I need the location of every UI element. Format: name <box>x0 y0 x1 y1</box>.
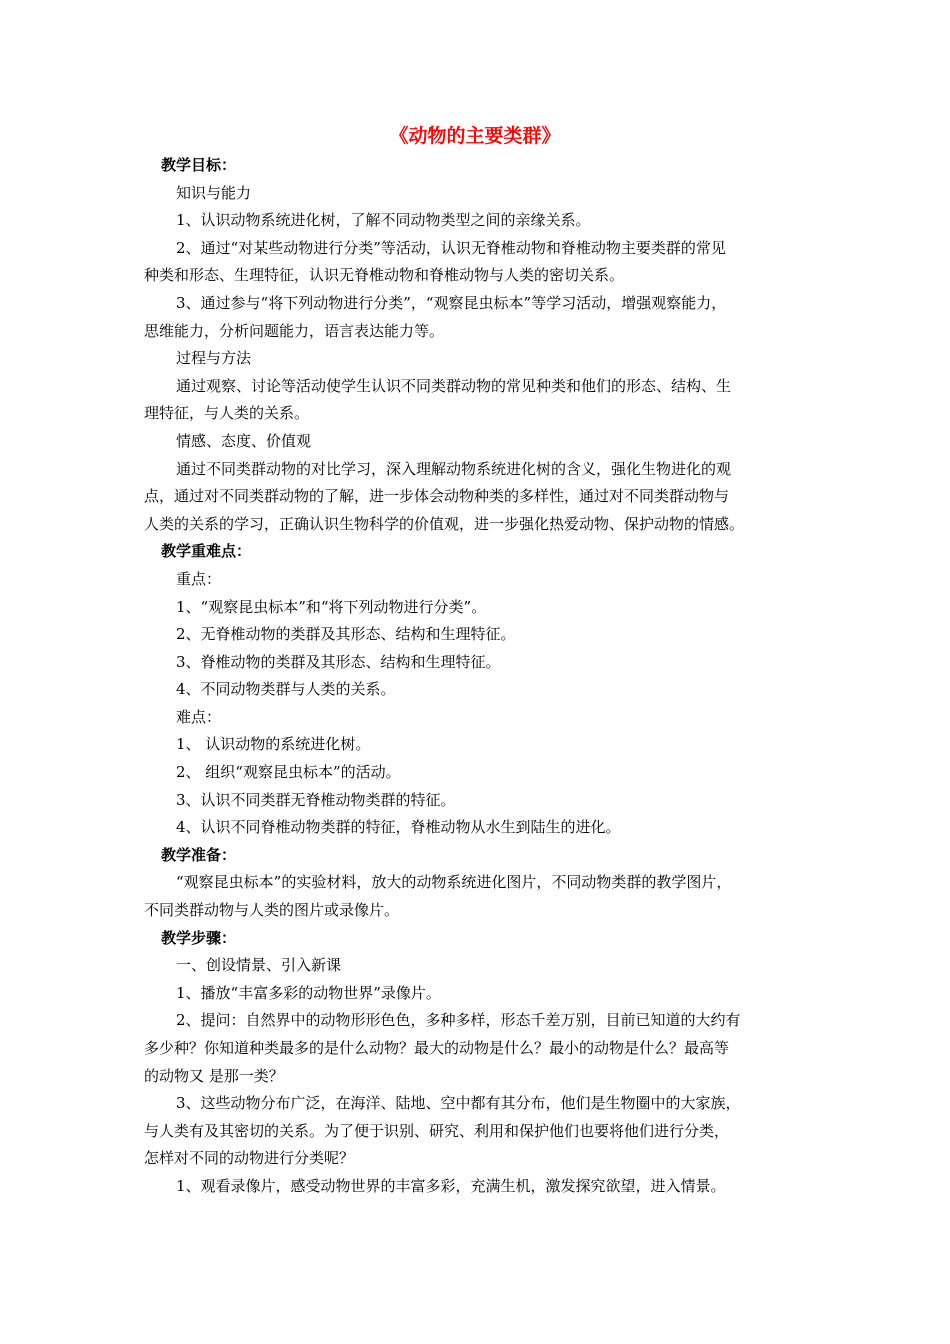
paragraph-line: 一、创设情景、引入新课 <box>176 956 342 975</box>
paragraph-continuation: 怎样对不同的动物进行分类呢？ <box>144 1149 355 1168</box>
paragraph-line: 4、认识不同脊椎动物类群的特征，脊椎动物从水生到陆生的进化。 <box>176 818 621 837</box>
paragraph-line: 4、不同动物类群与人类的关系。 <box>176 680 396 699</box>
paragraph-line: 3、这些动物分布广泛，在海洋、陆地、空中都有其分布，他们是生物圈中的大家族， <box>176 1094 741 1113</box>
paragraph-line: 1、认识动物系统进化树，了解不同动物类型之间的亲缘关系。 <box>176 211 591 230</box>
document-body <box>144 152 814 1201</box>
paragraph-line: “观察昆虫标本”的实验材料，放大的动物系统进化图片，不同动物类群的教学图片， <box>176 873 732 892</box>
paragraph-continuation: 人类的关系的学习，正确认识生物科学的价值观，进一步强化热爱动物、保护动物的情感。 <box>144 514 745 533</box>
section-heading: 教学重难点： <box>161 542 252 561</box>
paragraph-line: 2、通过“对某些动物进行分类”等活动，认识无脊椎动物和脊椎动物主要类群的常见 <box>176 238 726 257</box>
paragraph-line: 3、认识不同类群无脊椎动物类群的特征。 <box>176 790 456 809</box>
paragraph-line: 知识与能力 <box>176 183 252 202</box>
paragraph-continuation: 点，通过对不同类群动物的了解，进一步体会动物种类的多样性，通过对不同类群动物与 <box>144 487 730 506</box>
paragraph-line: 2、 组织“观察昆虫标本”的活动。 <box>176 763 401 782</box>
paragraph-continuation: 多少种？你知道种类最多的是什么动物？最大的动物是什么？最小的动物是什么？最高等 <box>144 1039 730 1057</box>
paragraph-continuation: 种类和形态、生理特征，认识无脊椎动物和脊椎动物与人类的密切关系。 <box>144 266 625 285</box>
paragraph-continuation: 与人类有及其密切的关系。为了便于识别、研究、利用和保护他们也要将他们进行分类， <box>144 1121 730 1140</box>
paragraph-line: 通过不同类群动物的对比学习，深入理解动物系统进化树的含义，强化生物进化的观 <box>176 459 732 478</box>
paragraph-line: 1、 认识动物的系统进化树。 <box>176 735 371 754</box>
section-heading: 教学准备： <box>161 845 237 864</box>
paragraph-continuation: 的动物又 是那一类？ <box>144 1066 284 1085</box>
paragraph-line: 1、播放“丰富多彩的动物世界”录像片。 <box>176 983 441 1002</box>
section-heading: 教学步骤： <box>161 928 237 947</box>
paragraph-continuation: 理特征，与人类的关系。 <box>144 404 310 423</box>
paragraph-line: 难点： <box>176 707 222 726</box>
paragraph-line: 2、提问：自然界中的动物形形色色，多种多样，形态千差万别，目前已知道的大约有 <box>176 1011 741 1030</box>
paragraph-line: 过程与方法 <box>176 349 252 368</box>
paragraph-line: 2、无脊椎动物的类群及其形态、结构和生理特征。 <box>176 625 516 644</box>
section-heading: 教学目标： <box>161 156 237 174</box>
paragraph-continuation: 不同类群动物与人类的图片或录像片。 <box>144 901 400 920</box>
paragraph-continuation: 思维能力，分析问题能力，语言表达能力等。 <box>144 321 445 340</box>
paragraph-line: 情感、态度、价值观 <box>176 431 312 450</box>
paragraph-line: 3、通过参与“将下列动物进行分类”，“观察昆虫标本”等学习活动，增强观察能力， <box>176 293 727 312</box>
document-title: 《动物的主要类群》 <box>389 125 561 147</box>
paragraph-line: 通过观察、讨论等活动使学生认识不同类群动物的常见种类和他们的形态、结构、生 <box>176 376 732 395</box>
paragraph-line: 重点： <box>176 569 222 588</box>
paragraph-line: 3、脊椎动物的类群及其形态、结构和生理特征。 <box>176 652 501 671</box>
paragraph-line: 1、“观察昆虫标本”和“将下列动物进行分类”。 <box>176 597 487 616</box>
paragraph-line: 1、观看录像片，感受动物世界的丰富多彩，充满生机，激发探究欲望，进入情景。 <box>176 1176 726 1195</box>
